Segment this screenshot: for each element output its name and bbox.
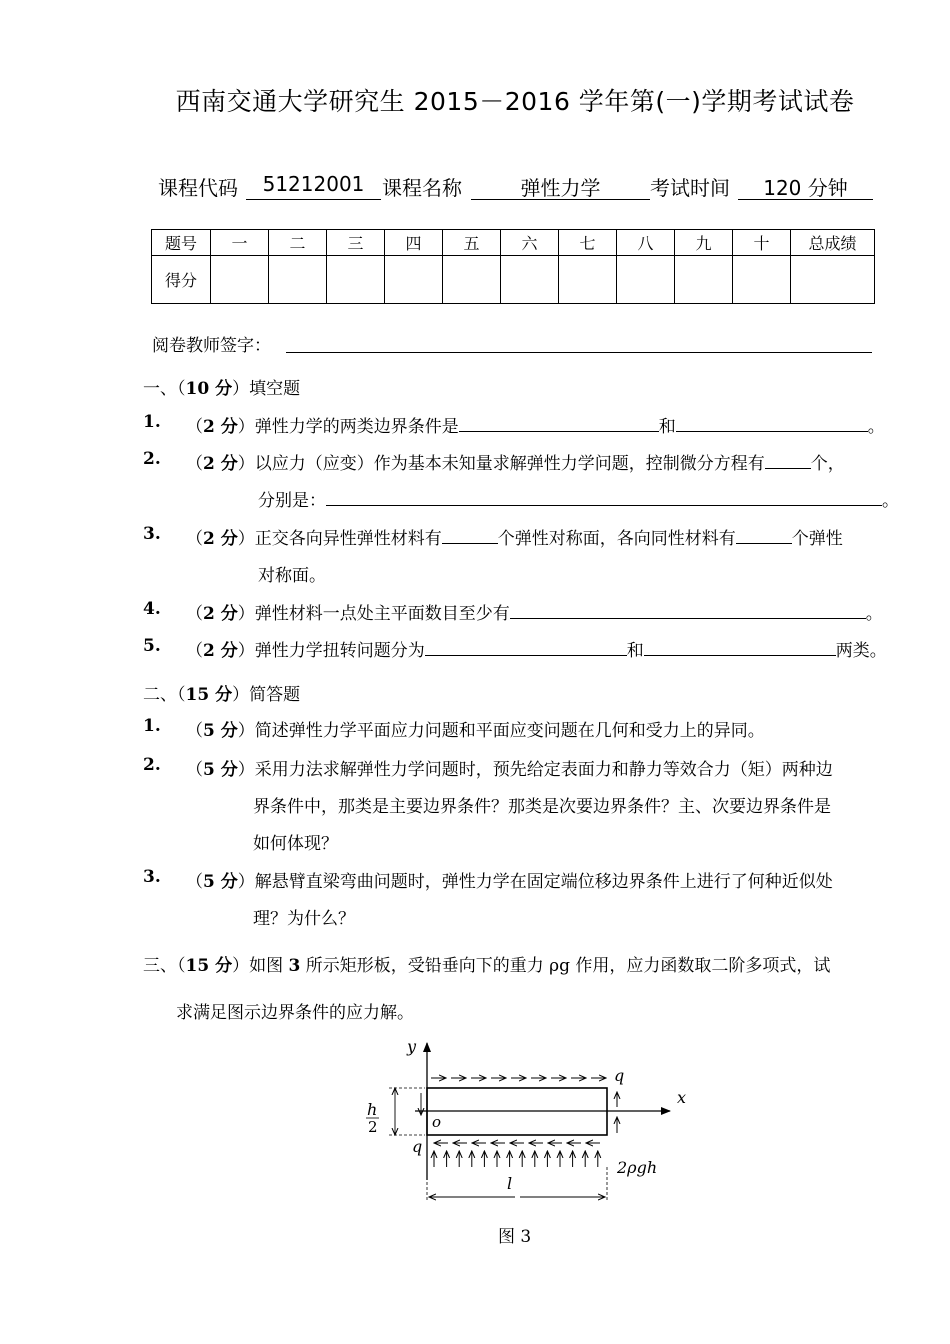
score-row-label: 得分 bbox=[152, 256, 211, 304]
score-table-score-row bbox=[152, 256, 875, 304]
score-header-cell: 七 bbox=[559, 230, 617, 256]
length-label: l bbox=[507, 1174, 513, 1193]
question-text: ）以应力（应变）作为基本未知量求解弹性力学问题，控制微分方程有 bbox=[237, 454, 765, 474]
s2-q3-line2: 理？为什么？ bbox=[253, 909, 355, 929]
section-1-heading bbox=[143, 374, 300, 399]
score-cell[interactable] bbox=[733, 256, 791, 304]
question-number: 2. bbox=[143, 755, 161, 775]
question-number: 2. bbox=[143, 449, 161, 469]
question-text: 和 bbox=[658, 417, 676, 437]
section-heading-prefix: 一、（ bbox=[143, 379, 186, 399]
grader-signature-label: 阅卷教师签字： bbox=[152, 336, 271, 356]
s2-q2-line3: 如何体现？ bbox=[253, 834, 338, 854]
course-name-value: 弹性力学 bbox=[520, 176, 601, 200]
section-3-line2: 求满足图示边界条件的应力解。 bbox=[176, 1003, 414, 1023]
score-table-header-row bbox=[152, 230, 875, 256]
section-heading-prefix: 二、（ bbox=[143, 685, 186, 705]
question-number: 1. bbox=[143, 412, 161, 432]
question-number: 4. bbox=[143, 599, 161, 619]
s2-q3-text: （5 分）解悬臂直梁弯曲问题时，弹性力学在固定端位移边界条件上进行了何种近似处 bbox=[186, 872, 833, 892]
s1-q1-text: （2 分）弹性力学的两类边界条件是 和 。 bbox=[186, 412, 885, 437]
question-text: ）采用力法求解弹性力学问题时，预先给定表面力和静力等效合力（矩）两种边 bbox=[237, 760, 833, 780]
score-cell[interactable] bbox=[559, 256, 617, 304]
pressure-load-label: 2ρgh bbox=[617, 1158, 658, 1177]
question-points: 2 分 bbox=[203, 641, 238, 661]
s2-q2-text: （5 分）采用力法求解弹性力学问题时，预先给定表面力和静力等效合力（矩）两种边 bbox=[186, 760, 833, 780]
score-cell[interactable] bbox=[385, 256, 443, 304]
bottom-pressure-arrows bbox=[434, 1151, 598, 1167]
answer-blank[interactable] bbox=[644, 637, 836, 656]
s1-q2-text: （2 分）以应力（应变）作为基本未知量求解弹性力学问题，控制微分方程有 个， bbox=[186, 449, 845, 474]
answer-blank[interactable] bbox=[326, 487, 882, 506]
question-text: 个弹性对称面，各向同性材料有 bbox=[497, 529, 736, 549]
answer-blank[interactable] bbox=[442, 525, 498, 544]
h-denominator: 2 bbox=[368, 1118, 378, 1136]
question-points: 2 分 bbox=[203, 604, 238, 624]
score-header-cell: 题号 bbox=[152, 230, 211, 256]
score-header-cell: 四 bbox=[385, 230, 443, 256]
question-text: ）简述弹性力学平面应力问题和平面应变问题在几何和受力上的异同。 bbox=[237, 721, 765, 741]
x-axis-label: x bbox=[677, 1088, 687, 1107]
question-text: 。 bbox=[865, 604, 883, 624]
question-number: 3. bbox=[143, 524, 161, 544]
score-header-cell: 十 bbox=[733, 230, 791, 256]
section-3-text bbox=[143, 951, 830, 976]
score-header-cell: 二 bbox=[269, 230, 327, 256]
figure-reference: 3 bbox=[288, 956, 301, 976]
s1-q4-text: （2 分）弹性材料一点处主平面数目至少有 。 bbox=[186, 599, 883, 624]
score-header-cell: 总成绩 bbox=[791, 230, 875, 256]
exam-time-field bbox=[738, 172, 873, 200]
question-points: 2 分 bbox=[203, 454, 238, 474]
question-points: 5 分 bbox=[203, 872, 238, 892]
score-cell[interactable] bbox=[269, 256, 327, 304]
section-points: 15 分 bbox=[185, 956, 233, 976]
question-number: 1. bbox=[143, 716, 161, 736]
score-header-cell: 三 bbox=[327, 230, 385, 256]
s1-q3-line2: 对称面。 bbox=[258, 566, 326, 586]
origin-label: o bbox=[432, 1113, 442, 1131]
score-cell[interactable] bbox=[211, 256, 269, 304]
score-cell[interactable] bbox=[443, 256, 501, 304]
question-points: 5 分 bbox=[203, 760, 238, 780]
figure-3-diagram bbox=[355, 1035, 715, 1215]
question-points: 2 分 bbox=[203, 417, 238, 437]
score-table bbox=[151, 229, 875, 304]
question-text: 和 bbox=[626, 641, 644, 661]
exam-time-label: 考试时间 bbox=[650, 176, 730, 200]
score-header-cell: 一 bbox=[211, 230, 269, 256]
s1-q3-text: （2 分）正交各向异性弹性材料有 个弹性对称面，各向同性材料有 个弹性 bbox=[186, 524, 843, 549]
section-heading-suffix: ）填空题 bbox=[232, 379, 301, 399]
question-text: 个弹性 bbox=[791, 529, 843, 549]
grader-signature-line[interactable] bbox=[286, 352, 872, 353]
figure-caption: 图 3 bbox=[498, 1227, 532, 1247]
question-text: ）如图 bbox=[232, 956, 289, 976]
score-cell[interactable] bbox=[791, 256, 875, 304]
bottom-load-label: q bbox=[412, 1137, 423, 1156]
question-points: 2 分 bbox=[203, 529, 238, 549]
question-text: ）解悬臂直梁弯曲问题时，弹性力学在固定端位移边界条件上进行了何种近似处 bbox=[237, 872, 833, 892]
answer-blank[interactable] bbox=[676, 413, 868, 432]
h-label: h bbox=[367, 1100, 378, 1119]
exam-title: 西南交通大学研究生 2015－2016 学年第(一)学期考试试卷 bbox=[175, 87, 855, 116]
question-text: 分别是： bbox=[258, 491, 326, 511]
question-text: ）弹性材料一点处主平面数目至少有 bbox=[237, 604, 510, 624]
question-text: 。 bbox=[882, 491, 899, 511]
section-points: 15 分 bbox=[185, 685, 233, 705]
score-cell[interactable] bbox=[327, 256, 385, 304]
question-text: 个， bbox=[810, 454, 845, 474]
answer-blank[interactable] bbox=[736, 525, 792, 544]
course-code-value: 51212001 bbox=[262, 172, 365, 196]
course-code-label: 课程代码 bbox=[158, 176, 238, 200]
s2-q2-line2: 界条件中，那类是主要边界条件？那类是次要边界条件？主、次要边界条件是 bbox=[253, 797, 831, 817]
section-2-heading bbox=[143, 680, 300, 705]
answer-blank[interactable] bbox=[765, 450, 811, 469]
top-load-label: q bbox=[614, 1066, 625, 1085]
question-text: ）正交各向异性弹性材料有 bbox=[237, 529, 442, 549]
exam-time-value: 120 分钟 bbox=[763, 176, 848, 200]
score-header-cell: 九 bbox=[675, 230, 733, 256]
section-heading-prefix: 三、（ bbox=[143, 956, 186, 976]
s1-q2-line2 bbox=[258, 486, 899, 511]
score-cell[interactable] bbox=[675, 256, 733, 304]
course-code-field bbox=[246, 172, 381, 200]
s2-q1-text: （5 分）简述弹性力学平面应力问题和平面应变问题在几何和受力上的异同。 bbox=[186, 721, 765, 741]
score-cell[interactable] bbox=[617, 256, 675, 304]
question-number: 3. bbox=[143, 867, 161, 887]
course-name-field bbox=[471, 172, 650, 200]
course-name-label: 课程名称 bbox=[382, 176, 462, 200]
question-number: 5. bbox=[143, 636, 161, 656]
question-text: 两类。 bbox=[835, 641, 887, 661]
question-text: 所示矩形板，受铅垂向下的重力 ρg 作用，应力函数取二阶多项式，试 bbox=[300, 956, 831, 976]
section-heading-suffix: ）简答题 bbox=[232, 685, 301, 705]
answer-blank[interactable] bbox=[425, 637, 627, 656]
score-header-cell: 六 bbox=[501, 230, 559, 256]
question-text: ）弹性力学的两类边界条件是 bbox=[237, 417, 459, 437]
s1-q5-text: （2 分）弹性力学扭转问题分为 和 两类。 bbox=[186, 636, 887, 661]
score-header-cell: 五 bbox=[443, 230, 501, 256]
answer-blank[interactable] bbox=[459, 413, 659, 432]
score-cell[interactable] bbox=[501, 256, 559, 304]
question-text: ）弹性力学扭转问题分为 bbox=[237, 641, 425, 661]
question-points: 5 分 bbox=[203, 721, 238, 741]
score-header-cell: 八 bbox=[617, 230, 675, 256]
y-axis-label: y bbox=[407, 1037, 417, 1056]
section-points: 10 分 bbox=[185, 379, 233, 399]
question-text: 。 bbox=[867, 417, 885, 437]
answer-blank[interactable] bbox=[510, 600, 866, 619]
